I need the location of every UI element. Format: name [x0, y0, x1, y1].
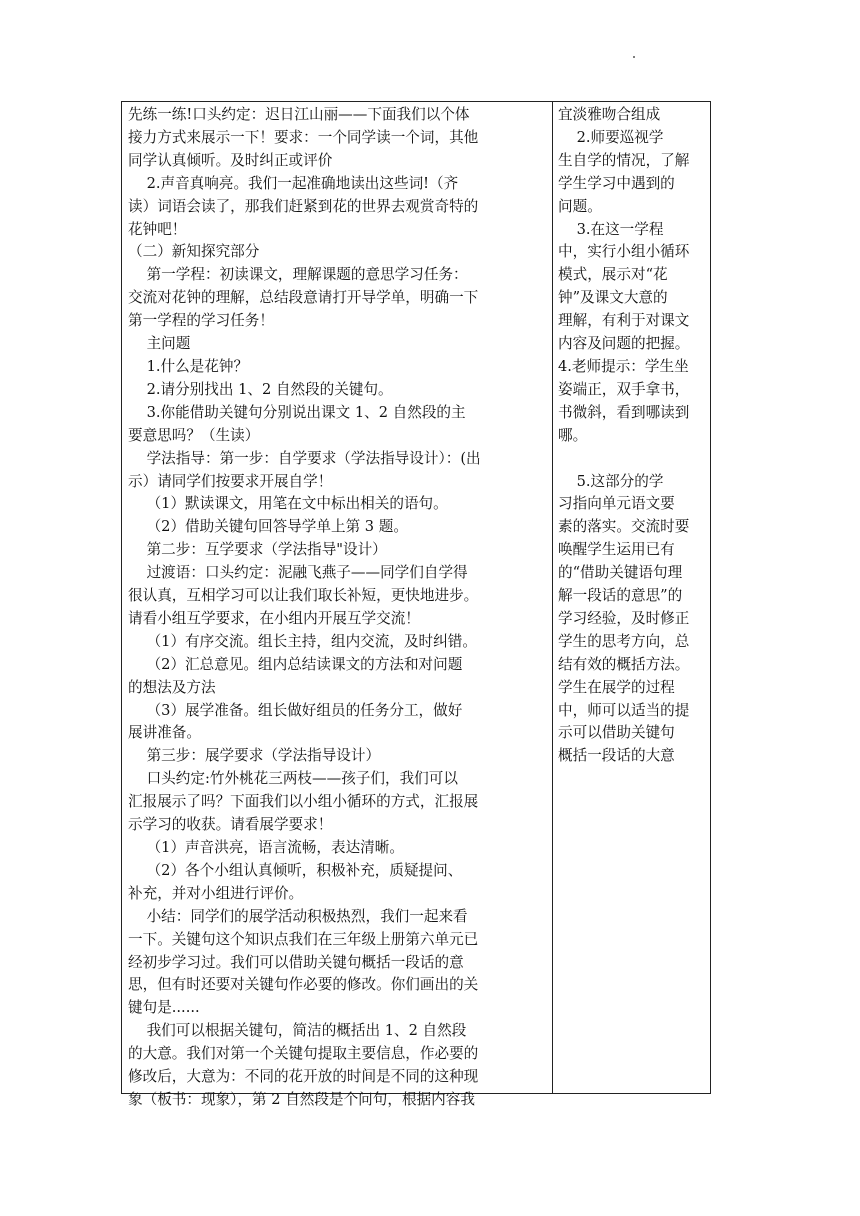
- process-text-line: 汇报展示了吗？下面我们以小组小循环的方式，汇报展: [128, 793, 479, 811]
- page-corner-mark: [633, 56, 635, 58]
- process-text-line: 3.你能借助关键句分别说出课文 1、2 自然段的主: [128, 403, 466, 421]
- process-text-line: （3）展学准备。组长做好组员的任务分工，做好: [128, 701, 463, 719]
- process-text-line: 键句是......: [128, 999, 200, 1017]
- process-text-line: 过渡语：口头约定：泥融飞燕子——同学们自学得: [128, 564, 468, 582]
- intent-text-line: 中，师可以适当的提: [558, 701, 690, 719]
- intent-text-line: 学生在展学的过程: [558, 678, 675, 696]
- process-text-line: 主问题: [128, 335, 191, 353]
- intent-text-line: 哪。: [558, 426, 588, 444]
- intent-text-line: 结有效的概括方法。: [558, 655, 690, 673]
- intent-text-line: 素的落实。交流时要: [558, 518, 690, 536]
- process-text-line: 1.什么是花钟？: [128, 357, 249, 375]
- intent-text-line: 示可以借助关键句: [558, 724, 675, 742]
- intent-text-line: 5.这部分的学: [558, 472, 664, 490]
- process-text-line: 展讲准备。: [128, 724, 201, 742]
- process-text-line: 小结：同学们的展学活动积极热烈，我们一起来看: [128, 907, 468, 925]
- process-text-line: 接力方式来展示一下！要求：一个同学读一个词，其他: [128, 128, 479, 146]
- process-text-line: 补充，并对小组进行评价。: [128, 884, 304, 902]
- intent-text-line: 中，实行小组小循环: [558, 243, 690, 261]
- process-text-line: （2）各个小组认真倾听，积极补充，质疑提问、: [128, 861, 463, 879]
- intent-text-line: 3.在这一学程: [558, 220, 664, 238]
- lesson-table: [121, 101, 711, 1108]
- process-text-line: 第一学程的学习任务！: [128, 312, 274, 330]
- process-text-line: 第二步：互学要求（学法指导"设计）: [128, 541, 387, 559]
- intent-text-line: 钟”及课文大意的: [558, 289, 668, 307]
- process-text-line: 花钟吧！: [128, 220, 187, 238]
- intent-text-line: 的“借助关键语句理: [558, 564, 683, 582]
- process-text-line: 交流对花钟的理解，总结段意请打开导学单，明确一下: [128, 289, 479, 307]
- process-text-line: 第一学程：初读课文，理解课题的意思学习任务：: [128, 266, 468, 284]
- process-text-line: 同学认真倾听。及时纠正或评价: [128, 151, 333, 169]
- intent-text-line: 学生学习中遇到的: [558, 174, 675, 192]
- process-text-line: （2）汇总意见。组内总结读课文的方法和对问题: [128, 655, 463, 673]
- design-intent-column: [558, 104, 708, 768]
- process-text-line: （1）默读课文，用笔在文中标出相关的语句。: [128, 495, 448, 513]
- process-text-line: 经初步学习过。我们可以借助关键句概括一段话的意: [128, 953, 464, 971]
- intent-text-line: 模式，展示对“花: [558, 266, 668, 284]
- process-text-line: 修改后，大意为：不同的花开放的时间是不同的这种现: [128, 1068, 479, 1086]
- process-text-line: 请看小组互学要求，在小组内开展互学交流！: [128, 609, 420, 627]
- process-text-line: 象（板书：现象），第 2 自然段是个问句，根据内容我: [128, 1090, 475, 1108]
- intent-text-line: 解一段话的意思”的: [558, 587, 683, 605]
- process-text-line: （二）新知探究部分: [128, 243, 260, 261]
- process-text-line: 一下。关键句这个知识点我们在三年级上册第六单元已: [128, 930, 479, 948]
- process-text-line: 读）词语会读了，那我们赶紧到花的世界去观赏奇特的: [128, 197, 479, 215]
- process-text-line: 我们可以根据关键句，简洁的概括出 1、2 自然段: [128, 1022, 467, 1040]
- process-text-line: 很认真，互相学习可以让我们取长补短，更快地进步。: [128, 587, 479, 605]
- intent-text-line: 习指向单元语文要: [558, 495, 675, 513]
- process-text-line: 的想法及方法: [128, 678, 216, 696]
- intent-text-line: [558, 448, 708, 471]
- intent-text-line: 书微斜，看到哪读到: [558, 403, 690, 421]
- intent-text-line: 生自学的情况，了解: [558, 151, 690, 169]
- intent-text-line: 概括一段话的大意: [558, 747, 675, 765]
- intent-text-line: 问题。: [558, 197, 602, 215]
- intent-text-line: 姿端正，双手拿书，: [558, 380, 690, 398]
- intent-text-line: 学生的思考方向，总: [558, 632, 690, 650]
- intent-text-line: 学习经验，及时修正: [558, 609, 690, 627]
- process-text-line: （1）声音洪亮，语言流畅，表达清晰。: [128, 839, 404, 856]
- process-text-line: （1）有序交流。组长主持，组内交流，及时纠错。: [128, 632, 477, 650]
- intent-text-line: 2.师要巡视学: [558, 128, 664, 146]
- intent-text-line: 宜淡雅吻合组成: [558, 106, 661, 123]
- intent-text-line: 4.老师提示：学生坐: [558, 357, 689, 375]
- process-text-line: 思，但有时还要对关键句作必要的修改。你们画出的关: [128, 976, 479, 994]
- intent-text-line: 唤醒学生运用已有: [558, 541, 675, 559]
- process-text-line: 学法指导：第一步：自学要求（学法指导设计）：(出: [128, 449, 481, 467]
- process-text-line: 示学习的收获。请看展学要求！: [128, 816, 333, 834]
- process-text-line: 2.声音真响亮。我们一起准确地读出这些词!（齐: [128, 174, 459, 192]
- process-text-line: 2.请分别找出 1、2 自然段的关键句。: [128, 380, 393, 398]
- process-text-line: 要意思吗？（生读）: [128, 426, 260, 444]
- intent-text-line: 理解，有利于对课文: [558, 312, 690, 330]
- intent-text-line: 内容及问题的把握。: [558, 335, 690, 353]
- process-text-line: 第三步：展学要求（学法指导设计）: [128, 747, 381, 765]
- process-text-line: （2）借助关键句回答导学单上第 3 题。: [128, 518, 408, 536]
- process-text-line: 示）请同学们按要求开展自学！: [128, 472, 333, 490]
- teaching-process-column: [128, 104, 545, 1112]
- process-text-line: 口头约定:竹外桃花三两枝——孩子们，我们可以: [128, 770, 458, 788]
- column-divider: [552, 102, 553, 1093]
- process-text-line: 先练一练!口头约定：迟日江山丽——下面我们以个体: [128, 106, 470, 123]
- process-text-line: 的大意。我们对第一个关键句提取主要信息，作必要的: [128, 1045, 479, 1063]
